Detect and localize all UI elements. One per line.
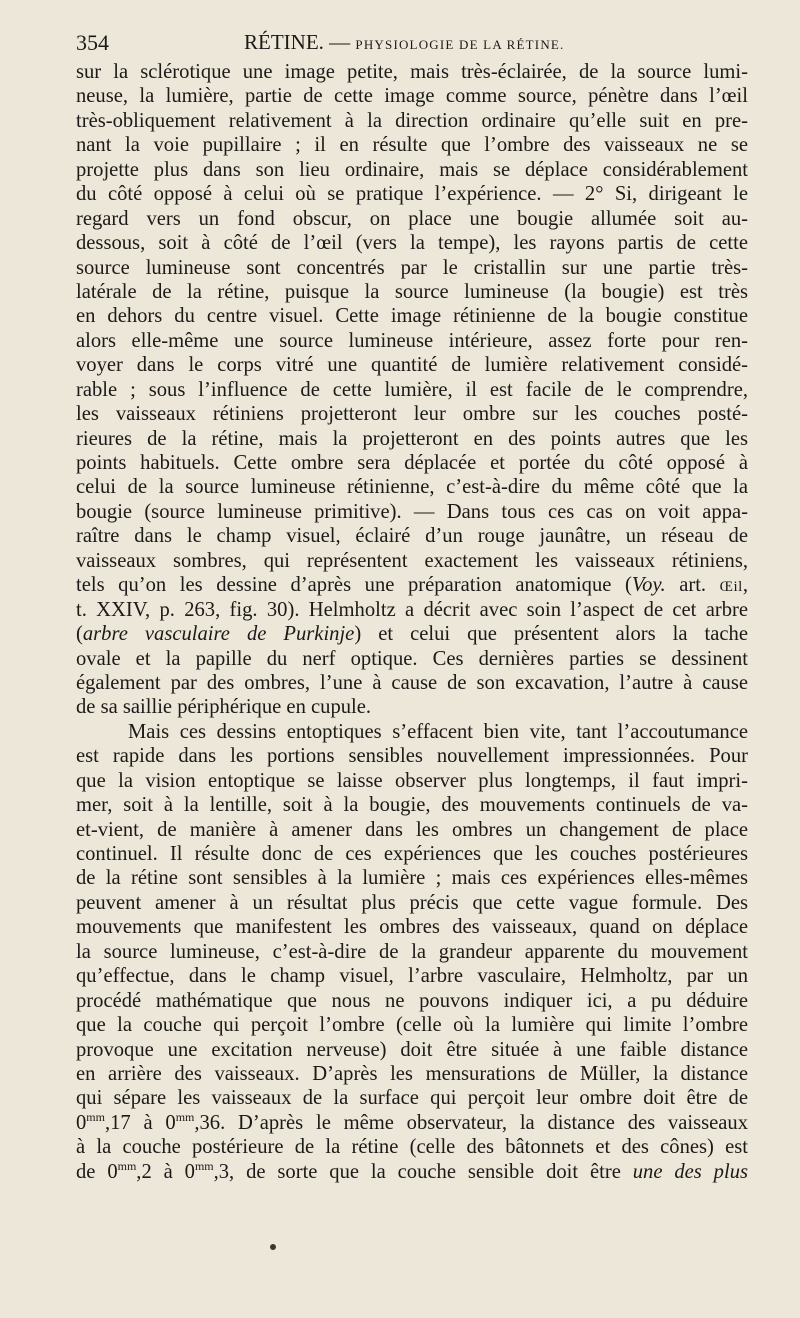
text-line: provoque une excitation nerveuse) doit être située à une faible distance	[76, 1038, 748, 1061]
text-line: $0^{mm},17$ à $0^{mm},36$. D’après le même observateur, la distance des vaisseaux	[76, 1109, 748, 1134]
page-number: 354	[76, 30, 109, 55]
paragraph-2	[76, 720, 748, 1111]
text-line: dessous, soit à côté de l’œil (vers la tempe), les rayons partis de cette	[76, 232, 748, 255]
text-line: source lumineuse sont concentrés par le cristallin sur une partie très-	[76, 256, 748, 279]
text-line: points habituels. Cette ombre sera déplacée et portée du côté opposé à	[76, 452, 748, 474]
italic-text: arbre vasculaire de Purkinje	[82, 623, 355, 646]
text-line: rable ; sous l’influence de cette lumière, il est facile de le comprendre,	[76, 378, 748, 401]
text-line: celui de la source lumineuse rétinienne, c’est-à-dire du même côté que la	[76, 476, 748, 499]
text-line: de sa saillie périphérique en cupule.	[76, 696, 372, 719]
text-line: du côté opposé à celui où se pratique l’expérience. — 2° Si, dirigeant le	[76, 183, 748, 206]
text-line: que la couche qui perçoit l’ombre (celle où la lumière qui limite l’ombre	[76, 1014, 748, 1037]
text-line: les vaisseaux rétiniens projetteront leur ombre sur les couches posté-	[76, 403, 748, 426]
text-line: de $0^{mm},2$ à $0^{mm},3$, de sorte que la couche sensible doit être une des plus	[76, 1158, 749, 1183]
text-line: Mais ces dessins entoptiques s’effacent bien vite, tant l’accoutumance	[128, 720, 748, 743]
text-line: de la rétine sont sensibles à la lumière ; mais ces expériences elles-mêmes	[76, 867, 748, 890]
text-line: t. XXIV, p. 263, fig. 30). Helmholtz a décrit avec soin l’aspect de cet arbre	[76, 598, 748, 621]
text-line: la source lumineuse, c’est-à-dire de la grandeur apparente du mouvement	[76, 940, 748, 963]
running-header	[76, 28, 748, 58]
text-line: que la vision entoptique se laisse observer plus longtemps, il faut impri-	[76, 769, 748, 792]
text-line: latérale de la rétine, puisque la source lumineuse (la bougie) est très	[76, 280, 748, 303]
text-line: sur la sclérotique une image petite, mais très-éclairée, de la source lumi-	[76, 61, 748, 83]
paragraph-1	[76, 60, 748, 573]
italic-text: Voy.	[631, 574, 666, 597]
text-line: et-vient, de manière à amener dans les ombres un changement de place	[76, 818, 748, 841]
text-line: vaisseaux sombres, qui représentent exactement les vaisseaux rétiniens,	[76, 549, 748, 572]
text-line: tels qu’on les dessine d’après une préparation anatomique (Voy. art. Œil,	[76, 574, 748, 597]
text-line: qui sépare les vaisseaux de la surface qui perçoit leur ombre doit être de	[76, 1087, 748, 1110]
text-line: rieures de la rétine, mais la projetteront en des points autres que les	[76, 427, 748, 450]
text-line: bougie (source lumineuse primitive). — Dans tous ces cas on voit appa-	[76, 500, 748, 523]
text-line: également par des ombres, l’une à cause de son excavation, l’autre à cause	[76, 671, 748, 694]
text-line: neuse, la lumière, partie de cette image comme source, pénètre dans l’œil	[76, 85, 748, 108]
header-title: RÉTINE.	[244, 30, 324, 54]
header-dash: —	[329, 30, 351, 54]
text-line: procédé mathématique que nous ne pouvons indiquer ici, a pu déduire	[76, 989, 748, 1012]
running-title	[244, 30, 565, 55]
text-line: raître dans le champ visuel, éclairé d’un rouge jaunâtre, un réseau de	[76, 525, 748, 548]
text-line: ovale et la papille du nerf optique. Ces dernières parties se dessinent	[76, 647, 748, 670]
text-line: continuel. Il résulte donc de ces expériences que les couches postérieures	[76, 843, 748, 865]
italic-text: une des plus	[632, 1160, 749, 1183]
text-line: en dehors du centre visuel. Cette image rétinienne de la bougie constitue	[76, 305, 748, 328]
text-line: mouvements que manifestent les ombres des vaisseaux, quand on déplace	[76, 916, 748, 939]
text-line: alors elle-même une source lumineuse intérieure, assez forte pour ren-	[76, 329, 748, 352]
text-line: très-obliquement relativement à la direction ordinaire qu’elle suit en pre-	[76, 109, 748, 132]
header-subtitle: PHYSIOLOGIE DE LA RÉTINE.	[355, 37, 565, 52]
text-line: regard vers un fond obscur, on place une bougie allumée soit au-	[76, 207, 748, 230]
paragraph-1-tail	[76, 647, 748, 720]
text-line: qu’effectue, dans le champ visuel, l’arbre vasculaire, Helmholtz, par un	[76, 965, 748, 988]
ink-dot	[270, 1244, 276, 1250]
text-line: voyer dans le corps vitré une quantité de lumière relativement considé-	[76, 354, 748, 377]
smallcaps-text: Œil	[719, 579, 743, 596]
text-line: à la couche postérieure de la rétine (celle des bâtonnets et des cônes) est	[76, 1136, 748, 1159]
text-line: peuvent amener à un résultat plus précis que cette vague formule. Des	[76, 891, 748, 914]
text-line: est rapide dans les portions sensibles nouvellement impressionnées. Pour	[76, 745, 748, 768]
text-line: mer, soit à la lentille, soit à la bougie, des mouvements continuels de va-	[76, 794, 748, 817]
text-line: en arrière des vaisseaux. D’après les mensurations de Müller, la distance	[76, 1062, 748, 1085]
text-line: nant la voie pupillaire ; il en résulte que l’ombre des vaisseaux ne se	[76, 134, 748, 157]
text-line: (arbre vasculaire de Purkinje) et celui que présentent alors la tache	[76, 623, 748, 646]
body-text	[76, 60, 748, 1184]
text-line: projette plus dans son lieu ordinaire, mais se déplace considérablement	[76, 158, 748, 181]
